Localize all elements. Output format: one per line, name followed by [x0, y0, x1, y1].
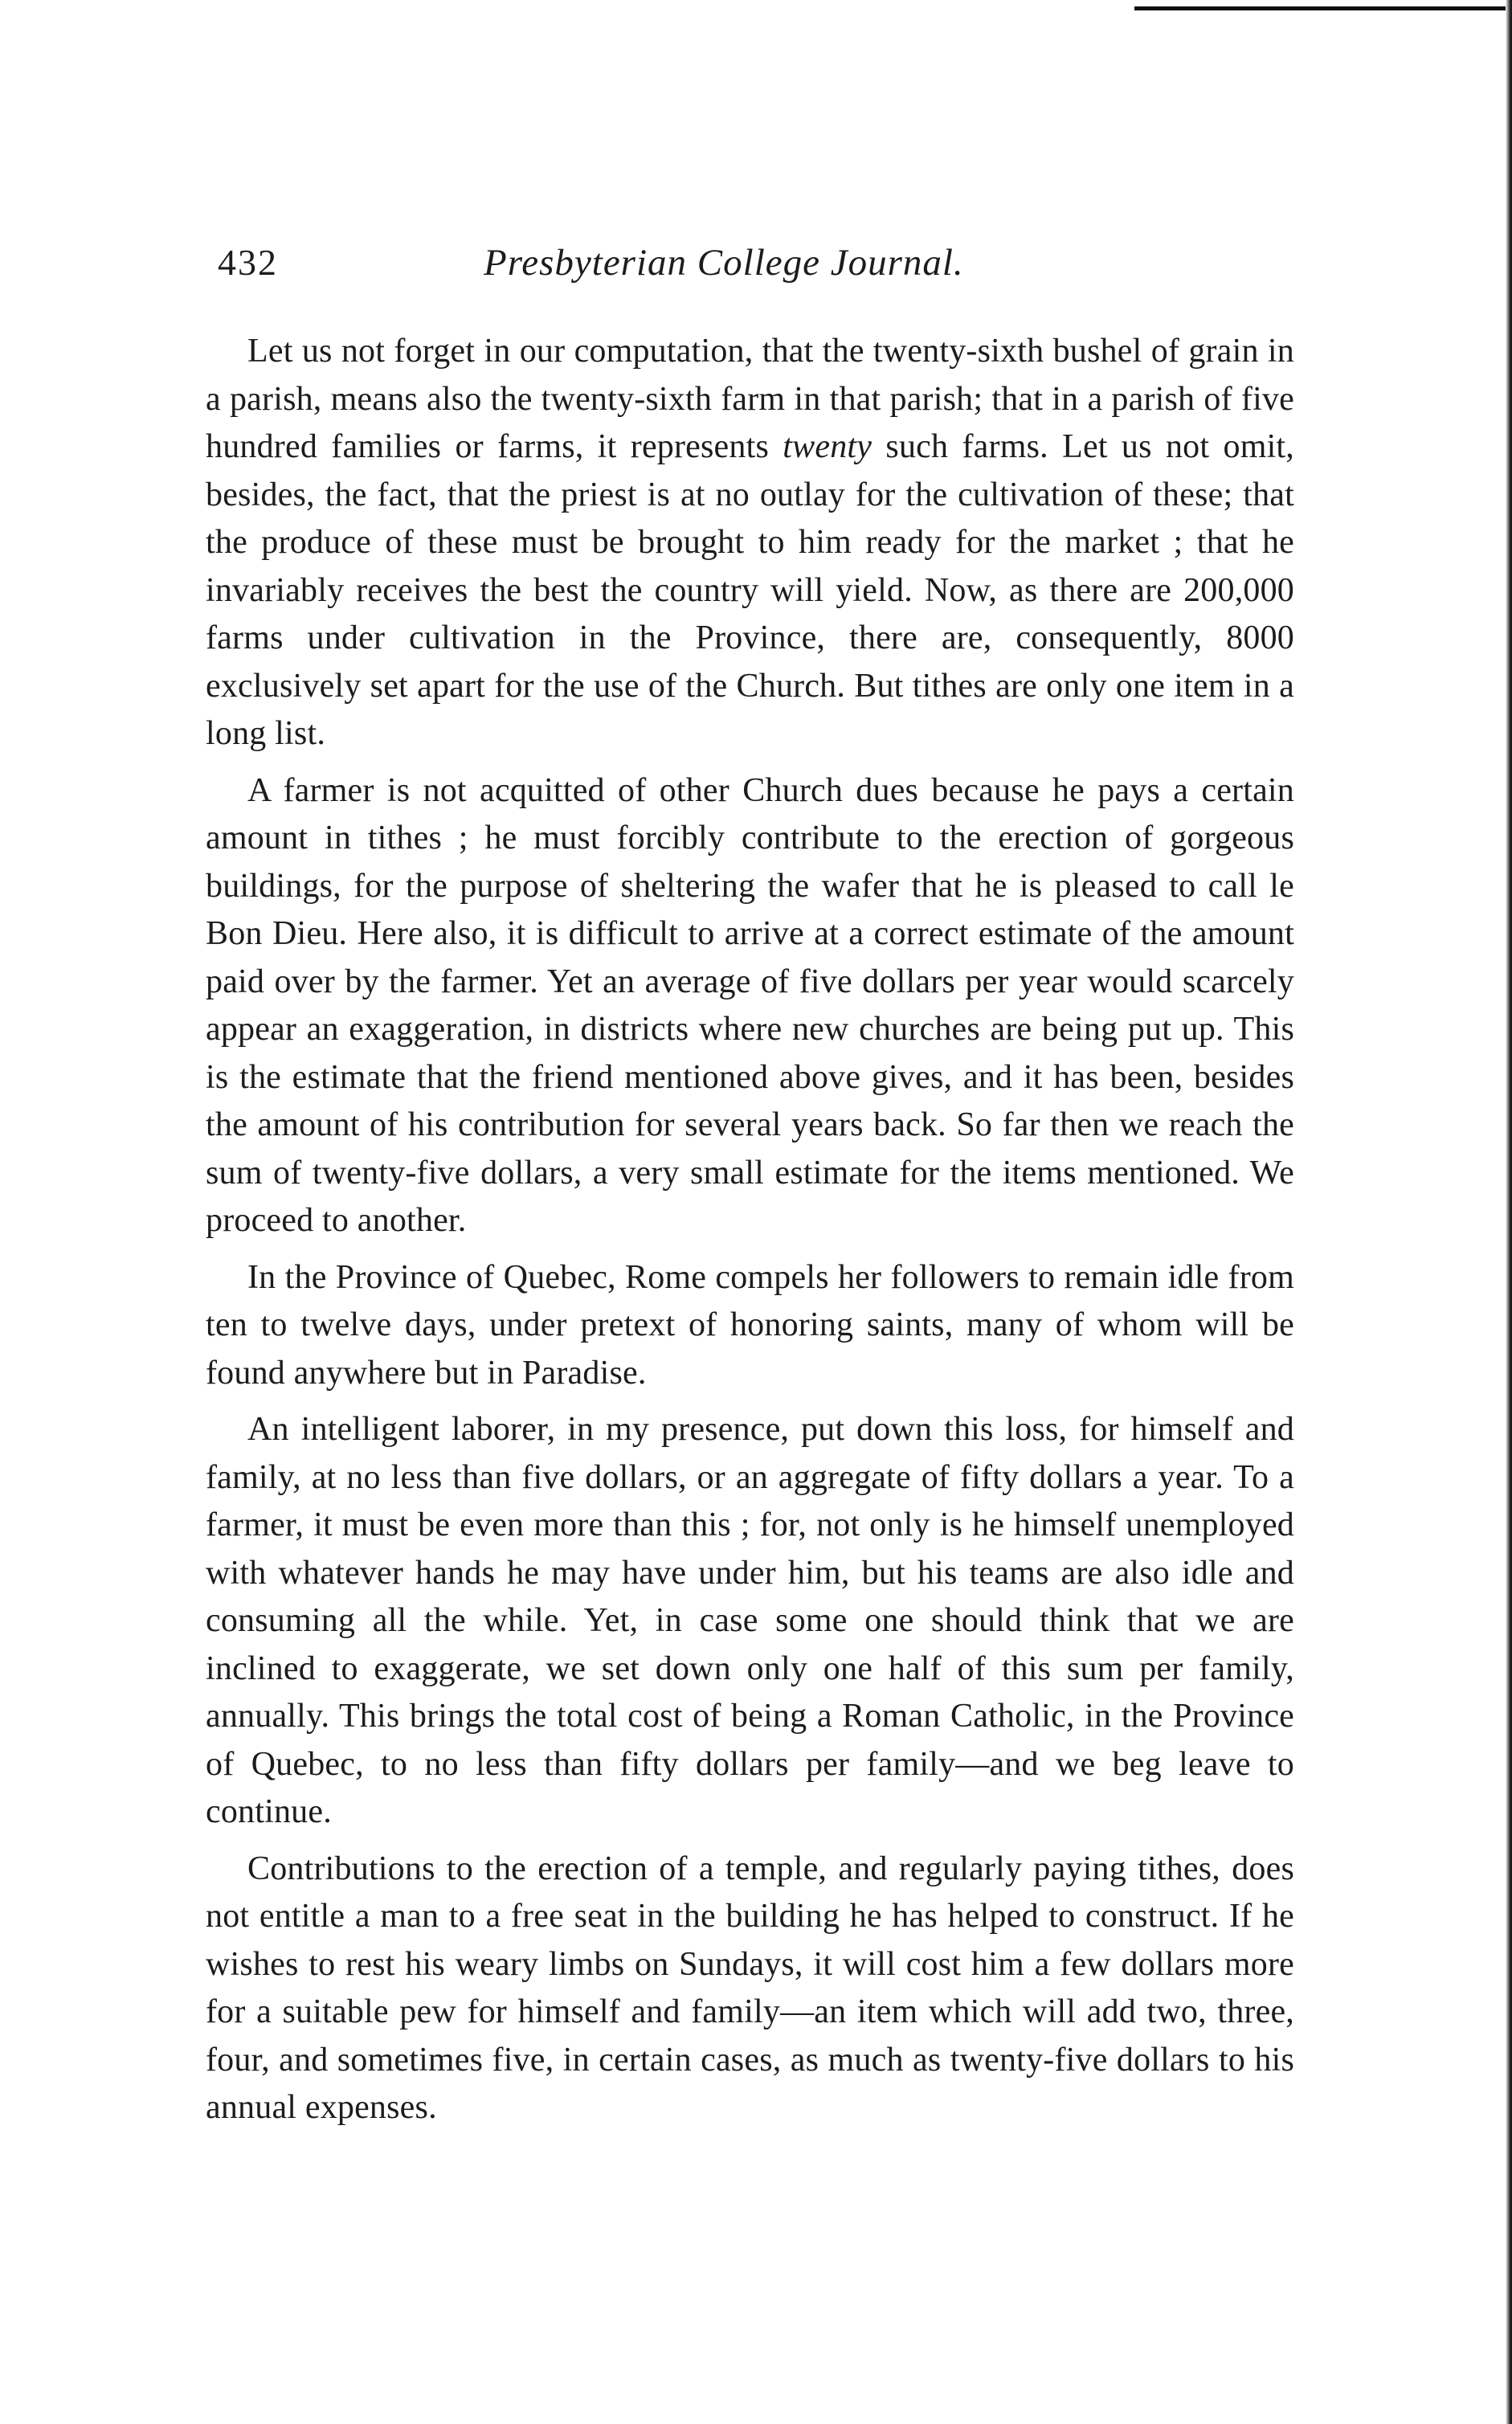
book-page: [206, 241, 1294, 2141]
paragraph-5: Contributions to the erection of a temple, and regularly paying tithes, does not entitle a man to a free seat in the building he has helped to construct. If he wishes to rest his weary limbs on Sundays, it will cost him a few dollars more for a suitable pew for himself and family—an item which will add two, three, four, and sometimes five, in certain cases, as much as twenty-five dollars to his annual expenses.: [206, 1850, 1294, 2126]
page-header: [206, 241, 1294, 297]
paragraph-1-part-1: Let us not forget in our computation, that the twenty-sixth bushel of grain in a parish, means also the twenty-sixth farm in that parish; that in a parish of five hundred families or farms, it represents: [206, 333, 1294, 465]
paragraph-1-part-2: such farms. Let us not omit, besides, the fact, that the priest is at no outlay for the cultivation of these; that the produce of these must be brought to him ready for the market ; that he invariably receives the best the country will yield. Now, as there are 200,000 farms under cultivation in the Province, there are, consequently, 8000 exclusively set apart for the use of the Church. But tithes are only one item in a long list.: [206, 428, 1295, 752]
paragraph-2: A farmer is not acquitted of other Church dues because he pays a certain amount in tithes ; he must forcibly contribute to the erection of gorgeous buildings, for the purpose of sheltering the wafer that he is pleased to call le Bon Dieu. Here also, it is difficult to arrive at a correct estimate of the amount paid over by the farmer. Yet an average of five dollars per year would scarcely appear an exaggeration, in districts where new churches are being put up. This is the estimate that the friend mentioned above gives, and it has been, besides the amount of his contribution for several years back. So far then we reach the sum of twenty-five dollars, a very small estimate for the items mentioned. We proceed to another.: [206, 771, 1294, 1239]
top-rule: [1134, 6, 1512, 10]
body-text: [206, 328, 1294, 2132]
paragraph-1: [206, 328, 1294, 758]
paragraph-3: In the Province of Quebec, Rome compels her followers to remain idle from ten to twelve days, under pretext of honoring saints, many of whom will be found anywhere but in Paradise.: [206, 1258, 1294, 1392]
running-title: Presbyterian College Journal.: [484, 242, 964, 284]
paragraph-4: An intelligent laborer, in my presence, put down this loss, for himself and family, at no less than five dollars, or an aggregate of fifty dollars a year. To a farmer, it must be even more than this ; for, not only is he himself unemployed with whatever hands he may have under him, but his teams are also idle and consuming all the while. Yet, in case some one should think that we are inclined to exaggerate, we set down only one half of this sum per family, annually. This brings the total cost of being a Roman Catholic, in the Province of Quebec, to no less than fifty dollars per family—and we beg leave to continue.: [206, 1411, 1294, 1830]
paragraph-1-emphasis: twenty: [783, 428, 872, 465]
page-edge: [1506, 0, 1512, 2424]
page-number: 432: [218, 242, 278, 283]
